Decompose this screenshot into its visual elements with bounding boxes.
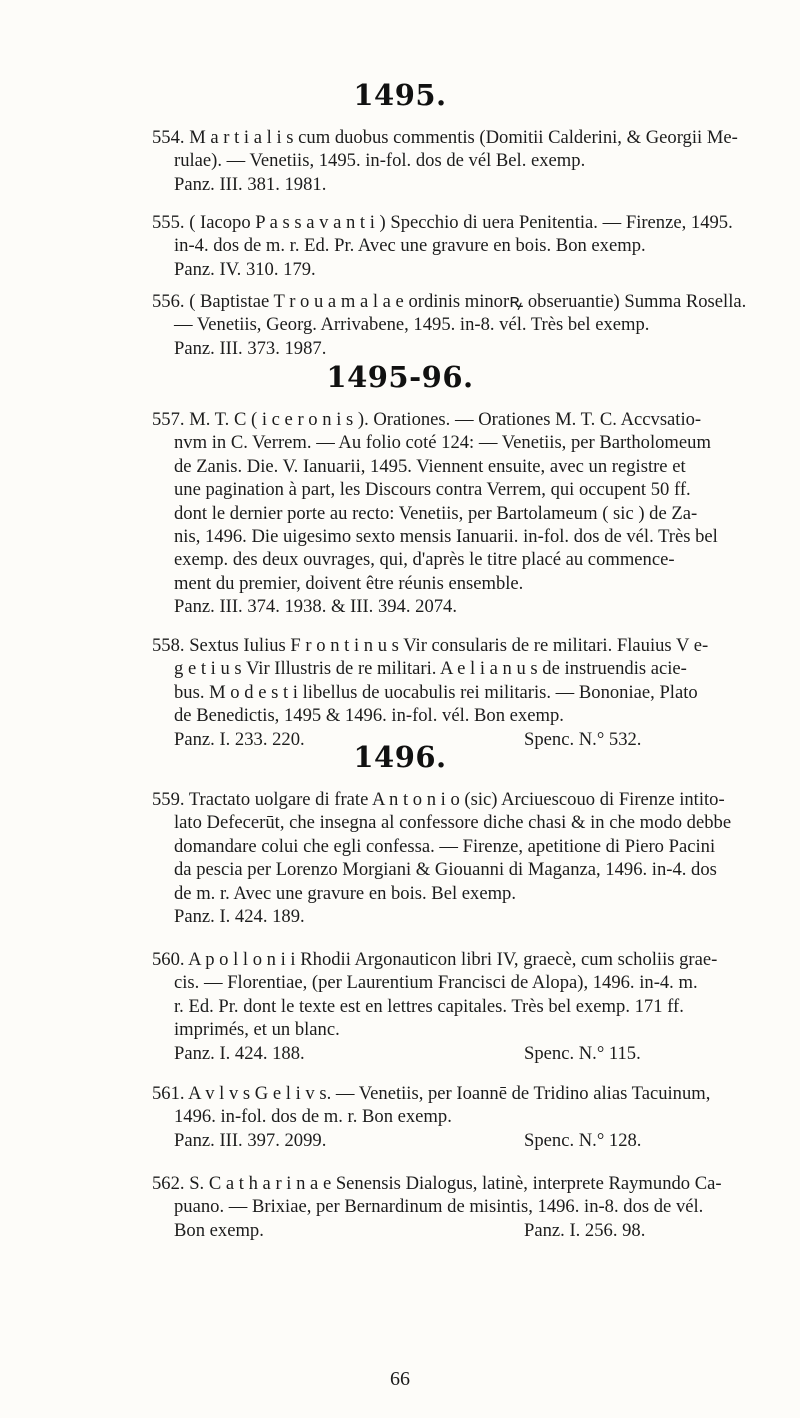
entry-line: nvm in C. Verrem. — Au folio coté 124: — Venetiis, per Bartholomeum <box>174 432 711 454</box>
entry-line: 556. ( Baptistae T r o u a m a l a e ordinis minorꝶ obseruantie) Summa Rosella. <box>152 291 747 312</box>
entry-references <box>152 1129 777 1152</box>
entry-line: Bon exemp. <box>174 1219 264 1241</box>
panzer-reference: Panz. I. 424. 188. <box>174 1042 305 1064</box>
entry-560 <box>152 948 777 1065</box>
entry-line: domandare colui che egli confessa. — Firenze, apetitione di Piero Pacini <box>174 835 716 857</box>
entry-line: Panz. III. 373. 1987. <box>174 337 327 359</box>
entry-line: dont le dernier porte au recto: Venetiis, per Bartolameum ( sic ) de Za- <box>174 502 698 524</box>
entry-line: rulae). — Venetiis, 1495. in-fol. dos de vél Bel. exemp. <box>174 150 586 172</box>
panzer-reference: Panz. III. 397. 2099. <box>174 1129 327 1151</box>
page-number: 66 <box>390 1368 410 1390</box>
entry-559 <box>152 788 777 928</box>
entry-line: Panz. I. 424. 189. <box>174 906 305 928</box>
entry-line: imprimés, et un blanc. <box>174 1019 340 1041</box>
spencer-reference: Spenc. N.° 128. <box>524 1129 642 1151</box>
entry-line: bus. M o d e s t i libellus de uocabulis rei militaris. — Bononiae, Plato <box>174 681 698 703</box>
entry-line: Panz. III. 381. 1981. <box>174 173 327 195</box>
spencer-reference: Spenc. N.° 115. <box>524 1042 641 1064</box>
year-heading: 1496. <box>353 740 447 774</box>
entry-line: nis, 1496. Die uigesimo sexto mensis Ianuarii. in-fol. dos de vél. Très bel <box>174 526 718 548</box>
entry-555 <box>152 211 777 281</box>
spencer-reference: Spenc. N.° 532. <box>524 728 642 750</box>
entry-line: 557. M. T. C ( i c e r o n i s ). Orationes. — Orationes M. T. C. Accvsatio- <box>152 409 702 430</box>
entry-line: 559. Tractato uolgare di frate A n t o n i o (sic) Arciuescouo di Firenze intito- <box>152 789 725 810</box>
panzer-reference: Panz. I. 256. 98. <box>524 1219 646 1241</box>
entry-line: r. Ed. Pr. dont le texte est en lettres capitales. Très bel exemp. 171 ff. <box>174 995 684 1017</box>
entry-line: ment du premier, doivent être réunis ensemble. <box>174 572 524 594</box>
entry-line: exemp. des deux ouvrages, qui, d'après le titre placé au commence- <box>174 549 675 571</box>
entry-line: une pagination à part, les Discours contra Verrem, qui occupent 50 ff. <box>174 479 691 501</box>
entry-line: cis. — Florentiae, (per Laurentium Francisci de Alopa), 1496. in-4. m. <box>174 972 698 994</box>
entry-line: 1496. in-fol. dos de m. r. Bon exemp. <box>174 1106 452 1128</box>
entry-line: in-4. dos de m. r. Ed. Pr. Avec une gravure en bois. Bon exemp. <box>174 235 646 257</box>
entry-line: g e t i u s Vir Illustris de re militari. A e l i a n u s de instruendis acie- <box>174 658 687 680</box>
entry-line: — Venetiis, Georg. Arrivabene, 1495. in-8. vél. Très bel exemp. <box>174 314 650 336</box>
entry-line: 555. ( Iacopo P a s s a v a n t i ) Specchio di uera Penitentia. — Firenze, 1495. <box>152 212 733 233</box>
entry-line: 562. S. C a t h a r i n a e Senensis Dialogus, latinè, interprete Raymundo Ca- <box>152 1173 722 1194</box>
entry-references <box>152 1219 777 1242</box>
entry-561 <box>152 1082 777 1152</box>
entry-line: 558. Sextus Iulius F r o n t i n u s Vir consularis de re militari. Flauius V e- <box>152 635 709 656</box>
entry-line: 561. A v l v s G e l i v s. — Venetiis, per Ioannē de Tridino alias Tacuinum, <box>152 1083 711 1104</box>
entry-554 <box>152 126 777 196</box>
entry-562 <box>152 1172 777 1242</box>
entry-line: Panz. III. 374. 1938. & III. 394. 2074. <box>174 596 457 618</box>
entry-line: Panz. IV. 310. 179. <box>174 258 316 280</box>
year-heading: 1495-96. <box>326 360 474 394</box>
entry-558 <box>152 634 777 751</box>
entry-line: de m. r. Avec une gravure en bois. Bel exemp. <box>174 882 516 904</box>
entry-references <box>152 1042 777 1065</box>
entry-line: 554. M a r t i a l i s cum duobus commentis (Domitii Calderini, & Georgii Me- <box>152 127 738 148</box>
year-heading: 1495. <box>353 78 447 112</box>
entry-line: 560. A p o l l o n i i Rhodii Argonauticon libri IV, graecè, cum scholiis grae- <box>152 949 718 970</box>
entry-line: de Benedictis, 1495 & 1496. in-fol. vél. Bon exemp. <box>174 705 564 727</box>
panzer-reference: Panz. I. 233. 220. <box>174 728 305 750</box>
entry-line: lato Defecerūt, che insegna al confessore diche chasi & in che modo debbe <box>174 812 732 834</box>
entry-line: da pescia per Lorenzo Morgiani & Giouanni di Maganza, 1496. in-4. dos <box>174 859 717 881</box>
entry-line: de Zanis. Die. V. Ianuarii, 1495. Viennent ensuite, avec un registre et <box>174 455 686 477</box>
entry-line: puano. — Brixiae, per Bernardinum de misintis, 1496. in-8. dos de vél. <box>174 1196 704 1218</box>
entry-556 <box>152 290 777 360</box>
entry-557 <box>152 408 777 619</box>
